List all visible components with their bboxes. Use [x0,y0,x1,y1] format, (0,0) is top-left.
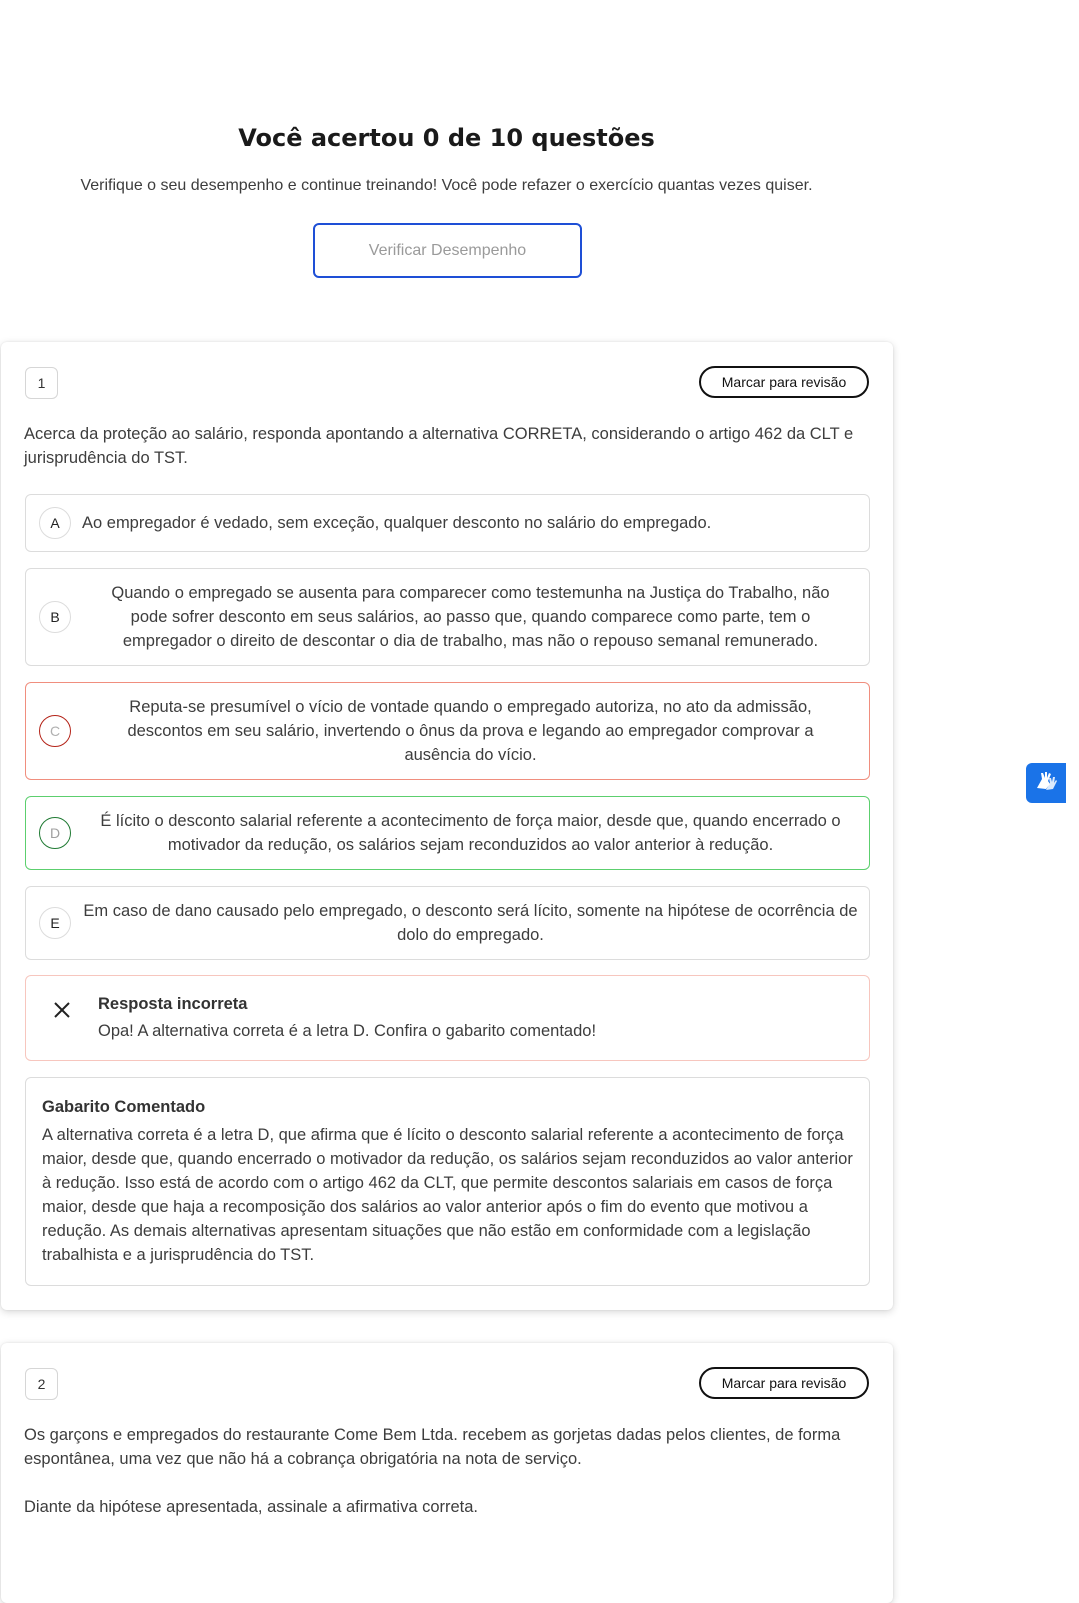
sign-language-hands-icon [1033,768,1059,799]
question-card [1,1343,893,1603]
alternative-letter: A [39,507,71,539]
alternative-text: Reputa-se presumível o vício de vontade quando o empregado autoriza, no ato da admissão, descontos em seu salário, invertendo o ônus da prova e legando ao empregador comprovar a ausência do vício. [127,698,814,764]
mark-for-review-button[interactable]: Marcar para revisão [699,1367,869,1399]
question-number: 1 [25,367,58,399]
alternative-e[interactable] [25,886,870,960]
alternative-letter: D [39,817,71,849]
alternative-d[interactable] [25,796,870,870]
alternative-a[interactable] [25,494,870,552]
alternative-text: Em caso de dano causado pelo empregado, o desconto será lícito, somente na hipótese de ocorrência de dolo do empregado. [83,902,858,944]
result-subtitle: Verifique o seu desempenho e continue treinando! Você pode refazer o exercício quantas vezes quiser. [80,177,813,194]
result-header [0,0,893,300]
explanation-text: A alternativa correta é a letra D, que afirma que é lícito o desconto salarial referente a acontecimento de força maior, desde que, quando encerrado o motivador da redução, os salários sejam reconduzidos ao valor anterior à redução. Isso está de acordo com o artigo 462 da CLT, que permite descontos salariais em casos de força maior, desde que haja a recomposição dos salários ao valor anterior após o fim do evento que motivou a redução. As demais alternativas apresentam situações que não estão em conformidade com a legislação trabalhista e a jurisprudência do TST. [42,1126,853,1264]
mark-for-review-button[interactable]: Marcar para revisão [699,366,869,398]
alternative-text: Quando o empregado se ausenta para comparecer como testemunha na Justiça do Trabalho, não pode sofrer desconto em seus salários, ao passo que, quando comparece como parte, tem o empregador o direito de descontar o dia de trabalho, mas não o repouso semanal remunerado. [111,584,830,650]
question-card [1,342,893,1310]
question-stem-instruction: Diante da hipótese apresentada, assinale a afirmativa correta. [24,1498,479,1516]
result-title: Você acertou 0 de 10 questões [238,124,655,152]
alternative-b[interactable] [25,568,870,666]
close-icon [52,1001,72,1021]
alternative-letter: C [39,715,71,747]
verify-performance-button[interactable]: Verificar Desempenho [313,223,582,278]
answer-explanation [25,1077,870,1286]
alternative-letter: B [39,601,71,633]
question-stem: Os garçons e empregados do restaurante Come Bem Ltda. recebem as gorjetas dadas pelos clientes, de forma espontânea, uma vez que não há a cobrança obrigatória na nota de serviço. [24,1426,841,1468]
feedback-text: Opa! A alternativa correta é a letra D. Confira o gabarito comentado! [98,1022,597,1040]
answer-feedback [25,975,870,1061]
alternative-text: É lícito o desconto salarial referente a acontecimento de força maior, desde que, quando encerrado o motivador da redução, os salários sejam reconduzidos ao valor anterior à redução. [100,812,841,854]
alternative-text: Ao empregador é vedado, sem exceção, qualquer desconto no salário do empregado. [82,514,712,532]
accessibility-button[interactable] [1026,763,1066,803]
question-stem: Acerca da proteção ao salário, responda apontando a alternativa CORRETA, considerando o artigo 462 da CLT e jurisprudência do TST. [24,425,854,467]
feedback-title: Resposta incorreta [98,995,248,1013]
alternative-letter: E [39,907,71,939]
explanation-title: Gabarito Comentado [42,1098,206,1116]
question-number: 2 [25,1368,58,1400]
alternative-c[interactable] [25,682,870,780]
